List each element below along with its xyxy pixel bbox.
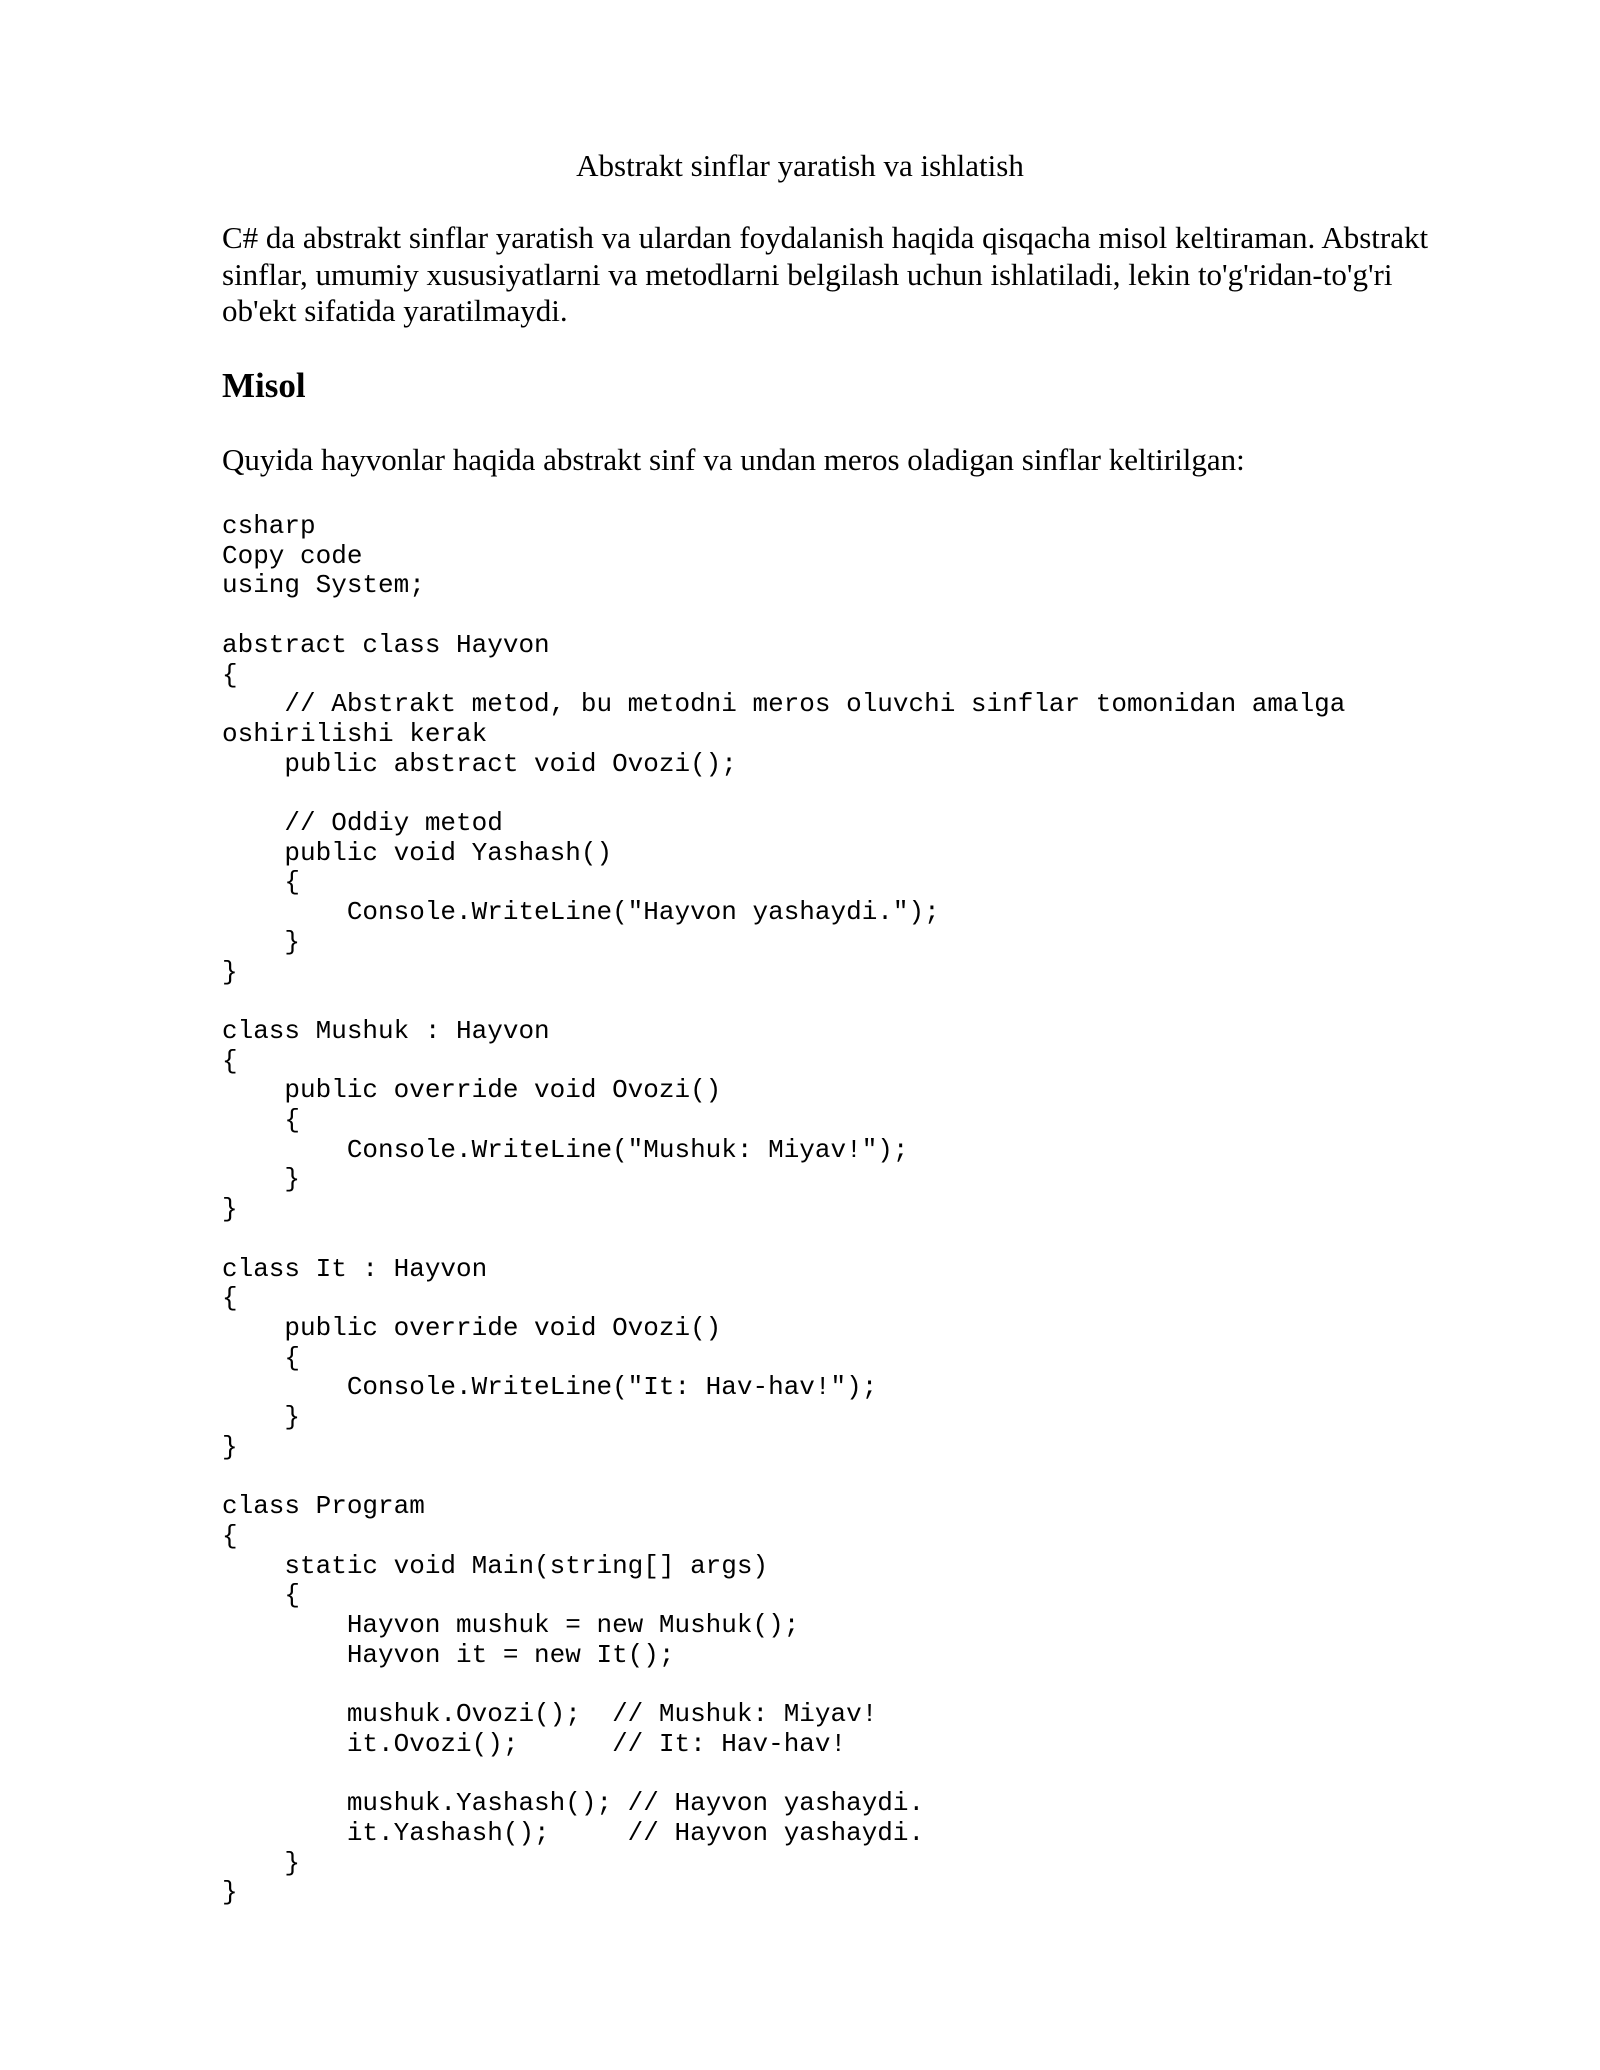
code-line: // Abstrakt metod, bu metodni meros oluvchi sinflar tomonidan amalga (222, 689, 1346, 720)
code-line: } (222, 956, 238, 987)
code-line: Console.WriteLine("Mushuk: Miyav!"); (222, 1134, 909, 1165)
code-line: Console.WriteLine("It: Hav-hav!"); (222, 1372, 878, 1403)
code-line: { (222, 1342, 301, 1373)
code-line: mushuk.Ovozi(); // Mushuk: Miyav! (222, 1699, 878, 1730)
document-title: Abstrakt sinflar yaratish va ishlatish (576, 148, 1024, 183)
code-line: Hayvon mushuk = new Mushuk(); (222, 1610, 800, 1641)
code-line: { (222, 867, 301, 898)
code-line: class Mushuk : Hayvon (222, 1015, 550, 1046)
code-line: public void Yashash() (222, 837, 613, 868)
code-line: { (222, 659, 238, 690)
code-line: } (222, 1877, 238, 1908)
code-line: Console.WriteLine("Hayvon yashaydi."); (222, 897, 940, 928)
code-line: } (222, 1847, 301, 1878)
section-heading: Misol (222, 366, 306, 405)
lead-paragraph: Quyida hayvonlar haqida abstrakt sinf va undan meros oladigan sinflar keltirilgan: (222, 442, 1245, 477)
code-line: it.Ovozi(); // It: Hav-hav! (222, 1728, 847, 1759)
code-line: class It : Hayvon (222, 1253, 488, 1284)
code-line: Hayvon it = new It(); (222, 1639, 675, 1670)
code-line: { (222, 1105, 301, 1136)
code-line: oshirilishi kerak (222, 718, 488, 749)
code-line: } (222, 926, 301, 957)
code-line: public override void Ovozi() (222, 1312, 722, 1343)
code-line: mushuk.Yashash(); // Hayvon yashaydi. (222, 1788, 925, 1819)
code-line: using System; (222, 570, 425, 601)
code-line: // Oddiy metod (222, 808, 503, 839)
code-line: abstract class Hayvon (222, 629, 550, 660)
code-line: public abstract void Ovozi(); (222, 748, 737, 779)
code-line: Copy code (222, 540, 363, 571)
code-line: } (222, 1194, 238, 1225)
code-line: static void Main(string[] args) (222, 1550, 769, 1581)
code-line: class Program (222, 1491, 425, 1522)
code-line: } (222, 1402, 301, 1433)
code-line: { (222, 1045, 238, 1076)
code-line: { (222, 1283, 238, 1314)
code-line: { (222, 1520, 238, 1551)
code-line: it.Yashash(); // Hayvon yashaydi. (222, 1817, 925, 1848)
code-line: csharp (222, 511, 316, 541)
code-line: } (222, 1431, 238, 1462)
intro-paragraph: C# da abstrakt sinflar yaratish va ulardan foydalanish haqida qisqacha misol keltiraman. Abstrakt sinflar, umumiy xususiyatlarni va metodlarni belgilash uchun ishlatiladi, lekin to'g'ridan-to'g'ri ob'ekt sifatida yaratilmaydi. (222, 220, 1429, 328)
code-line: public override void Ovozi() (222, 1075, 722, 1106)
code-line: } (222, 1164, 301, 1195)
code-line: { (222, 1580, 301, 1611)
code-block (222, 512, 1462, 1908)
